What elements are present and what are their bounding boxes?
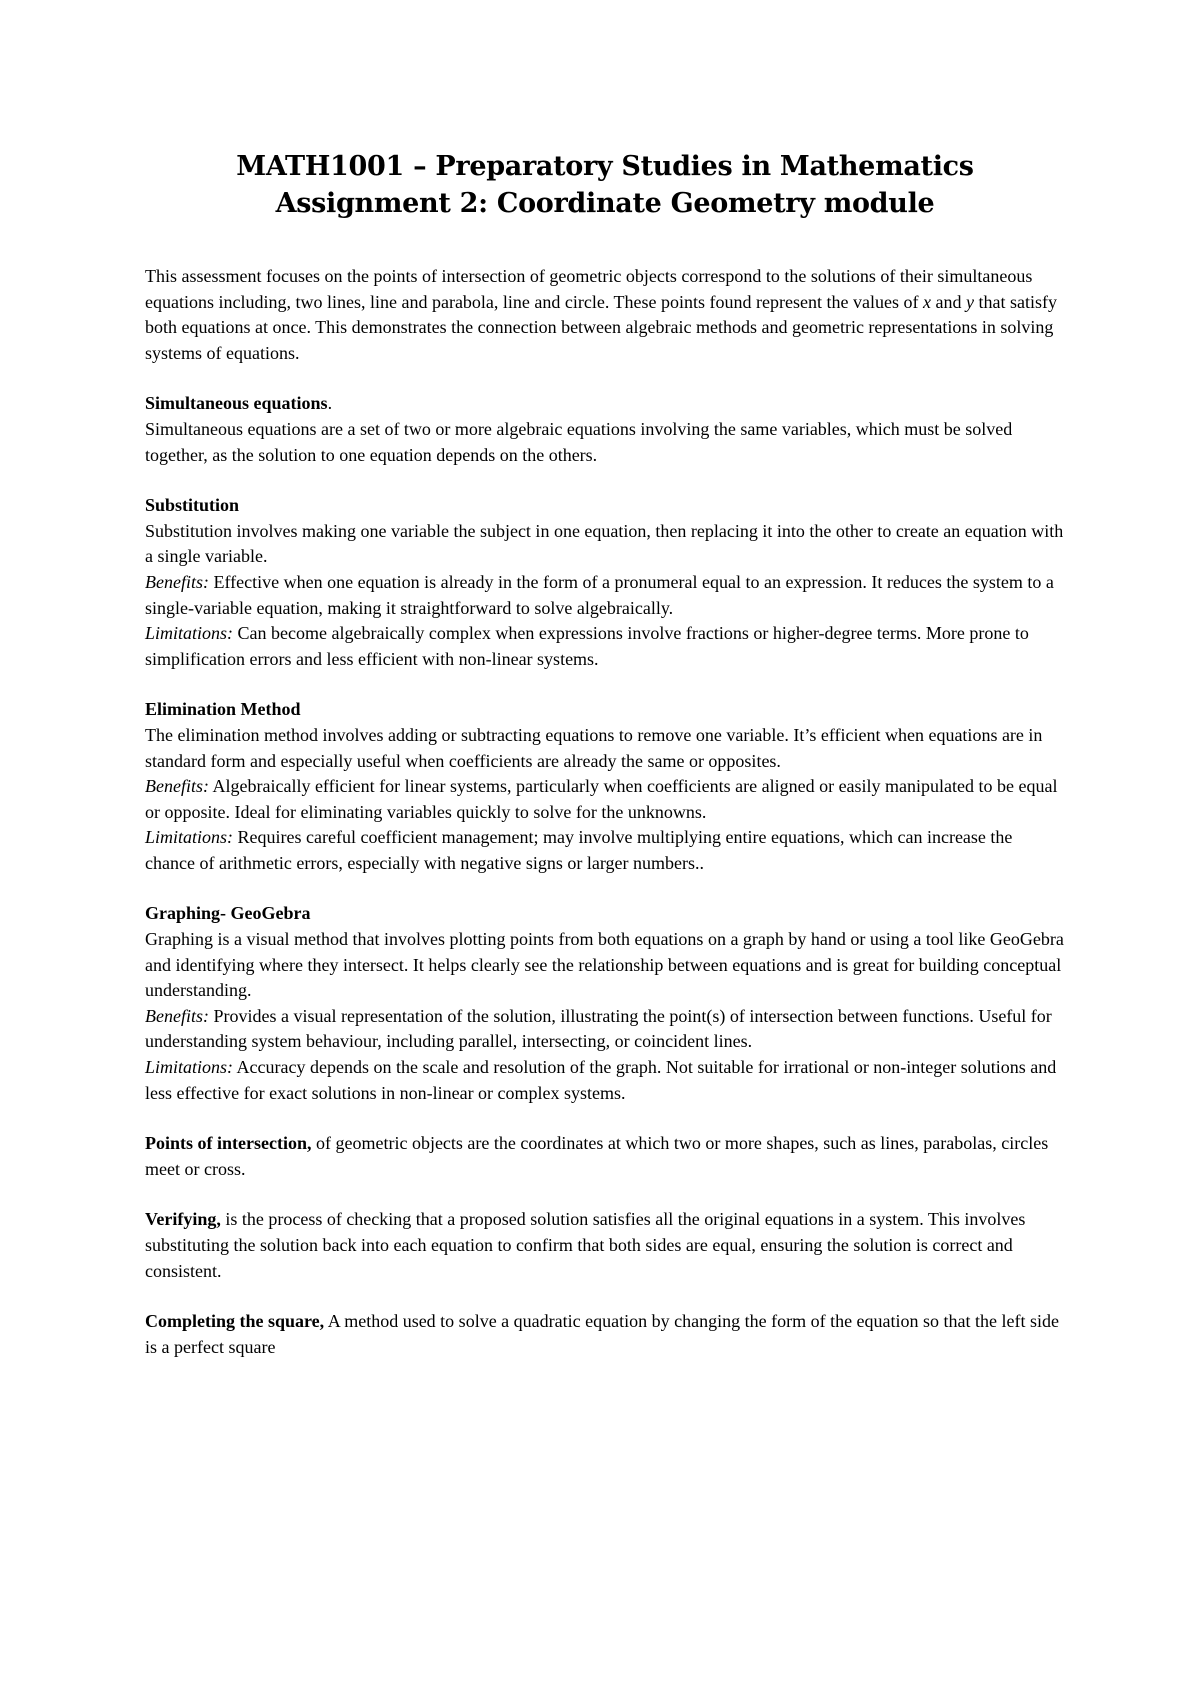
document-page <box>145 148 1065 1360</box>
limitations-paragraph: Limitations: Requires careful coefficient management; may involve multiplying entire equations, which can increase the chance of arithmetic errors, especially with negative signs or larger numbers.. <box>145 827 1013 873</box>
title-line-2: Assignment 2: Coordinate Geometry module <box>275 188 935 219</box>
definition-paragraph: Points of intersection, of geometric objects are the coordinates at which two or more shapes, such as lines, parabolas, circles meet or cross. <box>145 1133 1049 1179</box>
section-body: Simultaneous equations are a set of two or more algebraic equations involving the same variables, which must be solved together, as the solution to one equation depends on the others. <box>145 418 1013 465</box>
variable-y: y <box>965 291 974 312</box>
section-body: The elimination method involves adding or subtracting equations to remove one variable. It’s efficient when equations are in standard form and especially useful when coefficients are already the same or opposites. <box>145 724 1043 771</box>
section-verifying <box>145 1207 1065 1284</box>
definition-term: Completing the square, <box>145 1311 325 1332</box>
limitations-label: Limitations: <box>145 827 234 848</box>
benefits-paragraph: Benefits: Provides a visual representation of the solution, illustrating the point(s) of intersection between functions. Useful for understanding system behaviour, including parallel, intersecting, or coincident lines. <box>145 1005 1052 1052</box>
section-elimination-method <box>145 697 1065 876</box>
benefits-label: Benefits: <box>145 1005 209 1026</box>
benefits-paragraph: Benefits: Algebraically efficient for linear systems, particularly when coefficients are aligned or easily manipulated to be equal or opposite. Ideal for eliminating variables quickly to solve for the unknowns. <box>145 776 1058 822</box>
section-graphing-geogebra <box>145 901 1065 1106</box>
section-simultaneous-equations <box>145 391 1065 468</box>
document-title <box>145 148 1065 222</box>
section-heading: Graphing- GeoGebra <box>145 903 311 924</box>
variable-x: x <box>922 291 931 312</box>
definition-term: Points of intersection, <box>145 1133 312 1154</box>
limitations-paragraph: Limitations: Accuracy depends on the scale and resolution of the graph. Not suitable for irrational or non-integer solutions and less effective for exact solutions in non-linear or complex systems. <box>145 1057 1057 1103</box>
section-heading: Simultaneous equations. <box>145 393 333 414</box>
section-heading: Elimination Method <box>145 699 301 720</box>
limitations-label: Limitations: <box>145 1057 234 1078</box>
definition-term: Verifying, <box>145 1209 221 1230</box>
benefits-paragraph: Benefits: Effective when one equation is already in the form of a pronumeral equal to an expression. It reduces the system to a single-variable equation, making it straightforward to solve algebraically. <box>145 571 1054 618</box>
intro-paragraph: This assessment focuses on the points of intersection of geometric objects correspond to the solutions of their simultaneous equations including, two lines, line and parabola, line and circle. These points found represent the values of x and y that satisfy both equations at once. This demonstrates the connection between algebraic methods and geometric representations in solving systems of equations. <box>145 266 1057 363</box>
title-line-1: MATH1001 – Preparatory Studies in Mathematics <box>236 151 974 182</box>
section-points-of-intersection <box>145 1131 1065 1182</box>
benefits-label: Benefits: <box>145 571 209 592</box>
limitations-label: Limitations: <box>145 623 234 644</box>
section-body: Graphing is a visual method that involves plotting points from both equations on a graph by hand or using a tool like GeoGebra and identifying where they intersect. It helps clearly see the relationship between equations and is great for building conceptual understanding. <box>145 929 1064 1001</box>
section-heading: Substitution <box>145 495 240 516</box>
definition-paragraph: Verifying, is the process of checking that a proposed solution satisfies all the original equations in a system. This involves substituting the solution back into each equation to confirm that both sides are equal, ensuring the solution is correct and consistent. <box>145 1209 1026 1281</box>
limitations-paragraph: Limitations: Can become algebraically complex when expressions involve fractions or higher-degree terms. More prone to simplification errors and less efficient with non-linear systems. <box>145 623 1029 669</box>
section-completing-the-square <box>145 1309 1065 1360</box>
section-substitution <box>145 493 1065 672</box>
section-body: Substitution involves making one variable the subject in one equation, then replacing it into the other to create an equation with a single variable. <box>145 520 1064 567</box>
benefits-label: Benefits: <box>145 776 209 797</box>
definition-paragraph: Completing the square, A method used to solve a quadratic equation by changing the form of the equation so that the left side is a perfect square <box>145 1311 1060 1357</box>
